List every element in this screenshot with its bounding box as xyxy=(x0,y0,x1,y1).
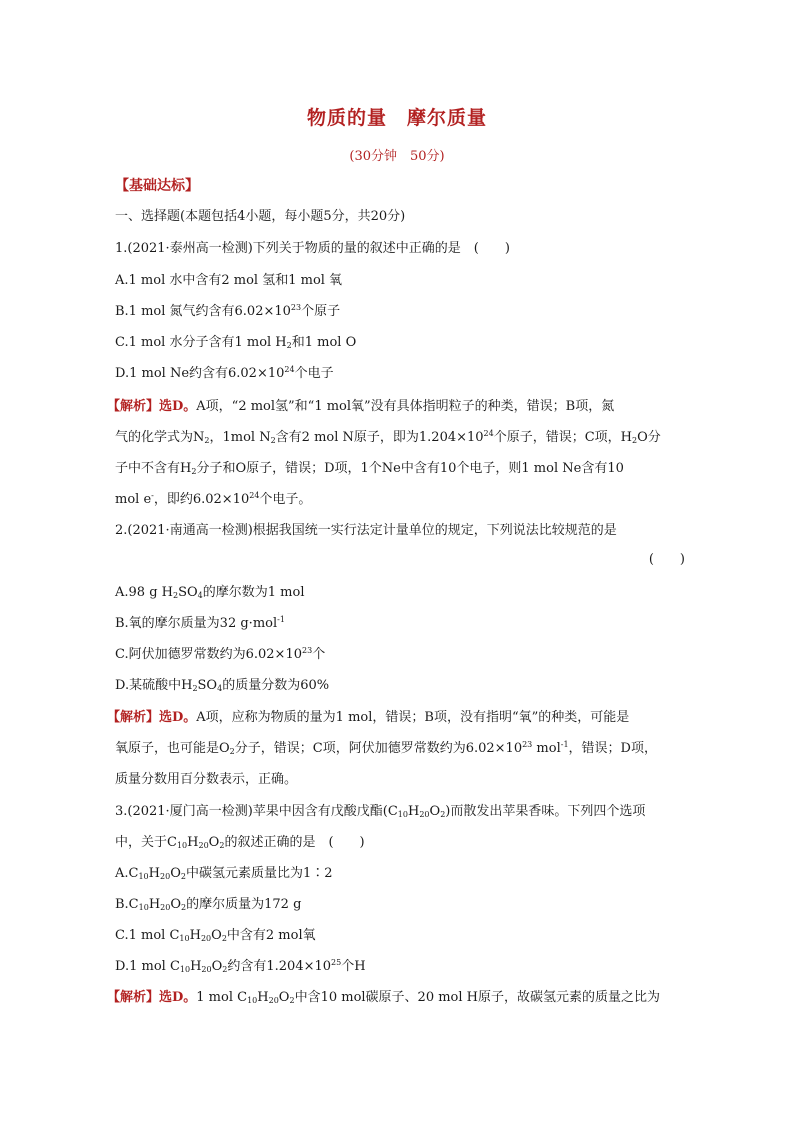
question-1-stem: 1.(2021·泰州高一检测)下列关于物质的量的叙述中正确的是 ( ) xyxy=(115,241,510,256)
question-2-option-b: B.氧的摩尔质量为32 g·mol$^{-1}$ xyxy=(115,615,285,631)
question-3-option-a: $A.C_{10}H_{20}O_2$中碳氢元素质量比为1∶2 xyxy=(115,866,333,881)
time-score-note: (30分钟 50分) xyxy=(349,149,445,164)
question-2-analysis-line-3: 质量分数用百分数表示，正确。 xyxy=(115,772,298,787)
question-1-analysis: 【解析】选D。A项，“2 mol氢”和“1 mol氧”没有具体指明粒子的种类，错误；B项，氮 xyxy=(107,399,615,414)
question-2-option-a: A.98 g $H_2SO_4$的摩尔数为1 mol xyxy=(115,585,305,600)
question-2-option-c: C.阿伏加德罗常数约为$6.02\times 10^{23}$个 xyxy=(115,646,326,662)
question-1-analysis-line-3: 子中不含有$H_2$分子和O原子，错误；D项，1个Ne中含有10个电子，则1 mol Ne含有10 xyxy=(115,461,624,476)
question-3-stem-line-2: 中，关于$C_{10}H_{20}O_2$的叙述正确的是 ( ) xyxy=(115,835,365,850)
question-2-analysis-line-2: 氧原子，也可能是$O_2$分子，错误；C项，阿伏加德罗常数约为$6.02\times 10^{23}$ mol$^{-1}$，错误；D项， xyxy=(115,740,657,756)
answer-bracket: ( ) xyxy=(648,552,685,567)
analysis-tag: 【解析】选D。 xyxy=(107,990,197,1005)
question-1-option-a: A.1 mol 水中含有2 mol 氢和1 mol 氧 xyxy=(115,273,343,288)
analysis-tag: 【解析】选D。 xyxy=(107,710,197,725)
question-3-option-b: $B.C_{10}H_{20}O_2$的摩尔质量为172 g xyxy=(115,897,302,912)
question-3-analysis: 【解析】选D。1 mol $C_{10}H_{20}O_2$中含10 mol碳原子、20 mol H原子，故碳氢元素的质量之比为 xyxy=(107,990,661,1005)
question-3-stem: 3.(2021·厦门高一检测)苹果中因含有戊酸戊酯$(C_{10}H_{20}O_2)$而散发出苹果香味。下列四个选项 xyxy=(115,804,646,819)
question-1-option-b: B.1 mol 氮气约含有$6.02\times 10^{23}$个原子 xyxy=(115,303,341,319)
page-title: 物质的量 摩尔质量 xyxy=(306,107,487,129)
question-2-option-d: D.某硫酸中$H_2SO_4$的质量分数为60% xyxy=(115,678,330,693)
question-3-option-c: C.1 mol $C_{10}H_{20}O_2$中含有2 mol氧 xyxy=(115,928,316,943)
question-1-analysis-line-4: mol e-，即约$6.02\times 10^{24}$个电子。 xyxy=(115,491,312,507)
question-2-analysis: 【解析】选D。A项，应称为物质的量为1 mol，错误；B项，没有指明“氧”的种类，可能是 xyxy=(107,710,630,725)
question-2-stem: 2.(2021·南通高一检测)根据我国统一实行法定计量单位的规定，下列说法比较规范的是 xyxy=(115,523,617,538)
part-heading: 一、选择题(本题包括4小题，每小题5分，共20分) xyxy=(115,209,406,224)
analysis-tag: 【解析】选D。 xyxy=(107,399,197,414)
question-1-option-c: C.1 mol 水分子含有1 mol $H_2$和1 mol O xyxy=(115,335,357,350)
question-3-option-d: D.1 mol $C_{10}H_{20}O_2$约含有$1.204\times 10^{25}$个H xyxy=(115,958,366,974)
question-1-option-d: D.1 mol Ne约含有$6.02\times 10^{24}$个电子 xyxy=(115,365,334,381)
section-label: 【基础达标】 xyxy=(115,178,199,194)
question-1-analysis-line-2: 气的化学式为$N_2$，1mol $N_2$含有2 mol N原子，即为$1.204\times 10^{24}$个原子，错误；C项，$H_2O$分 xyxy=(115,429,661,445)
